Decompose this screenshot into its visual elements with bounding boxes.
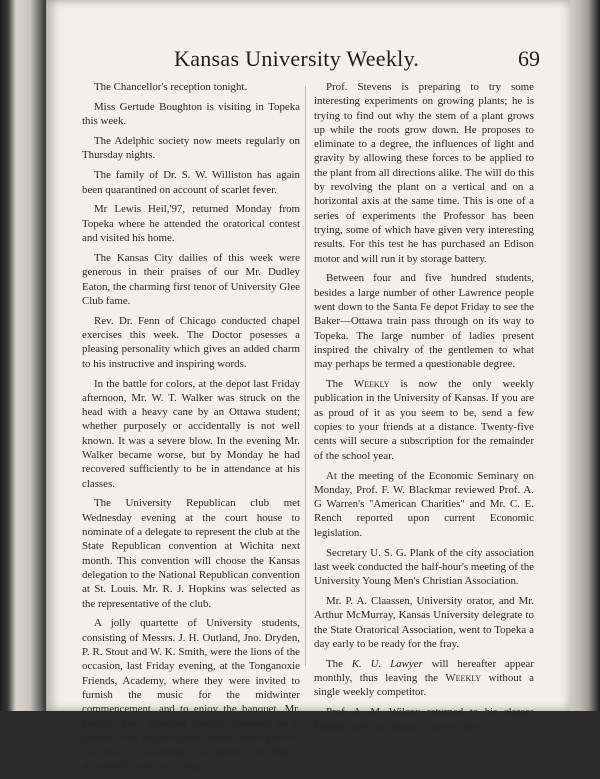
page-header <box>46 46 570 80</box>
column-divider <box>305 86 306 666</box>
news-item: In the battle for colors, at the depot last Friday afternoon, Mr. W. T. Walker was struck on the head with a heavy cane by an Ottawa student; whether purposely or accidentally is not well known. It was a severe blow. In the evening Mr. Walker became worse, but by Monday he had recovered sufficiently to be in attendance at his classes. <box>82 377 300 490</box>
weekly-name: Weekly <box>353 378 390 391</box>
news-item: At the meeting of the Economic Seminary on Monday, Prof. F. W. Blackmar reviewed Prof. A. G Warren's "American Charities" and Mr. C. E. Rench reported upon current Economic legislation. <box>314 469 534 539</box>
newspaper-page <box>46 0 570 773</box>
news-item: Miss Gertude Boughton is visiting in Topeka this week. <box>82 100 300 128</box>
book-edge-right <box>570 0 600 711</box>
news-item: The Chancellor's reception tonight. <box>94 81 248 93</box>
weekly-name: Weekly <box>445 672 482 685</box>
news-item: Mr Lewis Heil,'97, returned Monday from Topeka where he attended the oratorical contest and visited his home. <box>82 203 300 245</box>
news-item: Between four and five hundred students, besides a large number of other Lawrence people went down to the Santa Fe depot Friday to see the Baker—Ottawa train pass through on its way to Topeka. The large number of ladies present inspired the chivalry of the gentlemen to what may perhaps be termed a questionable degree. <box>314 272 534 371</box>
publication-title: Kansas University Weekly. <box>174 46 420 71</box>
news-item: The K. U. Lawyer will hereafter appear monthly, thus leaving the Weekly without a single weekly competitor. <box>314 657 534 699</box>
news-item: Mr. P. A. Claassen, University orator, and Mr. Arthur McMurray, Kansas University delegrate to the State Oratorical Association, went to Topeka a day early to be ready for the fray. <box>314 595 534 650</box>
news-item: Prof. Stevens is preparing to try some interesting experiments on growing plants; he is trying to find out why the stem of a plant grows up while the roots grow down. He proposes to eliminate to a degree, the influences of light and gravity by allowing these forces to be applied to the plant from all directions alike. The will do this by revolving the plant on a vertical and on a horizontal axis at the same time. This is one of a series of experiments the Professor has been trying, some of which have given very interesting results. For this test he has purchased an Edison motor and will run it by storage battery. <box>314 81 534 265</box>
news-item: The Adelphic society now meets regularly on Thursday nights. <box>82 135 300 162</box>
right-column <box>314 80 534 740</box>
news-item: The University Republican club met Wednesday evening at the court house to nominate of a delegate to represent the club at the State Republican convention at Wichita next month. This convention will choose the Kansas delegation to the National Republican convention at St. Louis. Mr. R. J. Hopkins was selected as the representative of the club. <box>82 497 300 610</box>
news-item: Prof. A. M. Wilcox returned to his classes Monday after an illness of several days. <box>314 706 534 733</box>
news-item: The family of Dr. S. W. Williston has again been quarantined on account of scarlet fever. <box>82 169 300 196</box>
news-item: The Weekly is now the only weekly publication in the University of Kansas. If you are as proud of it as you seem to be, send a few copies to your friends at a distance. Twenty-five cents will secure a subscription for the remainder of the school year. <box>314 378 535 462</box>
lawyer-name: K. U. Lawyer <box>351 657 423 670</box>
news-item: The Kansas City dailies of this week were generous in their praises of our Mr. Dudley Eaton, the charming first tenor of University Glee Club fame. <box>82 251 300 307</box>
left-column <box>82 80 300 779</box>
news-item: A jolly quartette of University students, consisting of Messrs. J. H. Outland, Jno. Dryden, P. R. Stout and W. K. Smith, were the lions of the occasion, last Friday evening, at the Tonganoxie Friends, Academy, where they were invited to furnish the music for the midwinter commencement, and to enjoy the banquet. Mr. Smith's bass attracted special attention as it always does, and with the careful training which his voice is receiving, we predict for him a successful career as a singer. <box>82 617 300 773</box>
page-number: 69 <box>518 46 540 71</box>
news-item: Rev. Dr. Fenn of Chicago conducted chapel exercises this week. The Doctor posesses a pleasing personality which gives an added charm to his instructive and inspiring words. <box>82 314 300 370</box>
book-gutter-left <box>0 0 46 711</box>
news-item: Secretary U. S. G. Plank of the city association last week conducted the half-hour's meeting of the University Young Men's Christian Association. <box>314 546 534 588</box>
